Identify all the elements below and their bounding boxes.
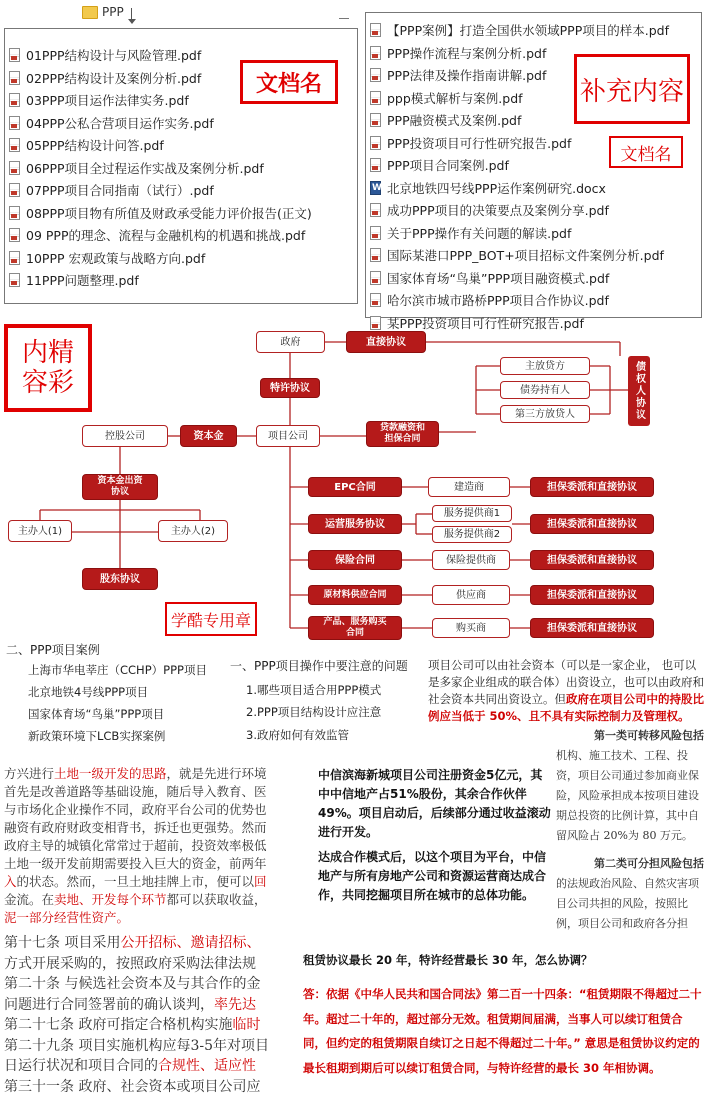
articles-block xyxy=(4,933,300,1103)
node-guarantee-1: 担保委派和直接协议 xyxy=(530,477,654,497)
issue-item: 1.哪些项目适合用PPP模式 xyxy=(246,683,382,697)
pdf-file-icon xyxy=(370,91,381,105)
pdf-file-icon xyxy=(9,116,20,130)
file-row[interactable] xyxy=(5,247,357,270)
pdf-file-icon xyxy=(9,228,20,242)
stamp-doc-name-1-text: 文档名 xyxy=(255,70,322,97)
pdf-file-icon xyxy=(9,71,20,85)
file-name: 国家体育场“鸟巢”PPP项目融资模式.pdf xyxy=(387,270,610,286)
pdf-file-icon xyxy=(370,136,381,150)
land-l8a: 金流。在 xyxy=(4,892,55,907)
a20: 第二十条 与候选社会资本及与其合作的金 xyxy=(4,976,261,992)
node-government: 政府 xyxy=(256,331,325,353)
node-insurer: 保险提供商 xyxy=(432,550,510,570)
file-name: PPP法律及操作指南讲解.pdf xyxy=(387,68,547,84)
pdf-file-icon xyxy=(370,158,381,172)
file-name: 04PPP公私合营项目运作实务.pdf xyxy=(26,115,214,131)
node-provider-1: 服务提供商1 xyxy=(432,505,512,522)
land-l7c: 回 xyxy=(254,874,267,889)
land-l7b: 的状态。然而，一旦土地挂牌上市，便可以 xyxy=(16,874,255,889)
pdf-file-icon xyxy=(370,226,381,240)
a17c: 方式开展采购的，按照政府采购法律法规 xyxy=(4,955,256,972)
risk-b1: 机构、施工技术、工程、投资，项目公司通过参加商业保险，风险承担成本按项目建设期总投资的比例计算，其中自留风险占 20%为 80 万元。 xyxy=(556,749,699,842)
stamp-study-note-text: 学酷专用章 xyxy=(170,610,251,630)
company-note-normal: 项目公司可以由社会资本（可以是一家企业， 也可以是多家企业组成的联合体）出资设立，也可以由政府和社会资本共同出资设立。但 xyxy=(428,658,704,706)
stamp-supplement-text: 补充内容 xyxy=(579,76,684,107)
node-creditor-agreement: 债权人协议 xyxy=(628,356,650,426)
node-guarantee-3: 担保委派和直接协议 xyxy=(530,550,654,570)
node-insurance: 保险合同 xyxy=(308,550,402,570)
risk-paragraph xyxy=(556,726,704,944)
node-ops: 运营服务协议 xyxy=(308,514,402,534)
node-third-lender: 第三方放贷人 xyxy=(500,405,590,423)
file-row[interactable] xyxy=(366,222,701,245)
node-guarantee-2: 担保委派和直接协议 xyxy=(530,514,654,534)
file-name: 09 PPP的理念、流程与金融机构的机遇和挑战.pdf xyxy=(26,228,306,244)
lease-question: 租赁协议最长 20 年，特许经营最长 30 年，怎么协调？ xyxy=(303,953,593,967)
land-l1c: ，就是先进行环境 xyxy=(166,766,267,781)
file-name: 07PPP项目合同指南（试行）.pdf xyxy=(26,183,214,199)
minimize-dash xyxy=(339,18,349,19)
pdf-file-icon xyxy=(370,113,381,127)
case-item: 新政策环境下LCB实探案例 xyxy=(28,729,166,743)
pdf-file-icon xyxy=(9,48,20,62)
file-name: 【PPP案例】打造全国供水领域PPP项目的样本.pdf xyxy=(387,23,669,39)
node-epc: EPC合同 xyxy=(308,477,402,497)
node-lender-main: 主放贷方 xyxy=(500,357,590,375)
file-row[interactable] xyxy=(5,202,357,225)
risk-b2: 的法规政治风险、自然灾害项目公司共担的风险，按照比例，项目公司和政府各分担 xyxy=(556,877,699,930)
file-name: 05PPP结构设计问答.pdf xyxy=(26,138,164,154)
file-name: 10PPP 宏观政策与战略方向.pdf xyxy=(26,250,206,266)
file-name: ppp模式解析与案例.pdf xyxy=(387,90,523,106)
file-name: 11PPP问题整理.pdf xyxy=(26,273,139,289)
node-product: 产品、服务购买 合同 xyxy=(308,616,402,640)
company-note xyxy=(428,657,704,725)
word-file-icon xyxy=(370,181,381,195)
company-note-highlight: 政府在项目公司中的持股比例应当低于 50%、且不具有实际控制力及管理权。 xyxy=(428,692,704,723)
land-l1b: 土地一级开发的思路 xyxy=(54,766,167,781)
a29: 第二十九条 项目实施机构应每3-5年对项目 xyxy=(4,1037,269,1054)
node-guarantee-5: 担保委派和直接协议 xyxy=(530,618,654,638)
file-name: PPP融资模式及案例.pdf xyxy=(387,113,522,129)
pdf-file-icon xyxy=(9,183,20,197)
file-name: 某PPP投资项目可行性研究报告.pdf xyxy=(387,315,584,331)
file-row[interactable] xyxy=(366,199,701,222)
node-capital-agreement: 资本金出资 协议 xyxy=(82,474,158,500)
file-name: 08PPP项目物有所值及财政承受能力评价报告(正文) xyxy=(26,205,312,221)
node-capital: 资本金 xyxy=(180,425,237,447)
file-name: 06PPP项目全过程运作实战及案例分析.pdf xyxy=(26,160,264,176)
folder-icon[interactable] xyxy=(82,6,98,19)
file-name: PPP操作流程与案例分析.pdf xyxy=(387,45,547,61)
issue-item: 3.政府如何有效监管 xyxy=(246,728,349,742)
node-sponsor-2: 主办人(2) xyxy=(158,520,228,542)
file-name: 成功PPP项目的决策要点及案例分享.pdf xyxy=(387,203,609,219)
case-item: 国家体育场“鸟巢”PPP项目 xyxy=(28,707,165,721)
land-l5: 政府主导的城镇化常常过于超前，投资效率极低 xyxy=(4,838,267,853)
node-provider-2: 服务提供商2 xyxy=(432,526,512,543)
file-row[interactable] xyxy=(366,267,701,290)
pdf-file-icon xyxy=(370,248,381,262)
file-row[interactable] xyxy=(5,134,357,157)
file-row[interactable] xyxy=(5,157,357,180)
case-item: 上海市华电莘庄（CCHP）PPP项目 xyxy=(28,663,207,677)
file-name: 国际某港口PPP_BOT+项目招标文件案例分析.pdf xyxy=(387,248,664,264)
node-concession: 特许协议 xyxy=(260,378,320,398)
a31: 第三十一条 政府、社会资本或项目公司应 xyxy=(4,1078,261,1095)
node-holding-company: 控股公司 xyxy=(82,425,168,447)
risk-t1: 第一类可转移风险包括 xyxy=(594,729,704,742)
file-name: 关于PPP操作有关问题的解读.pdf xyxy=(387,225,572,241)
node-loan: 贷款融资和 担保合同 xyxy=(366,421,439,447)
a17b: 公开招标、邀请招标、 xyxy=(120,935,261,951)
file-row[interactable] xyxy=(5,269,357,292)
a20c: 率先达 xyxy=(214,996,256,1013)
zhongxin-paragraph xyxy=(318,766,552,905)
folder-name[interactable]: PPP xyxy=(102,5,124,19)
node-material: 原材料供应合同 xyxy=(308,585,402,605)
issue-item: 2.PPP项目结构设计应注意 xyxy=(246,705,382,719)
file-row[interactable] xyxy=(5,224,357,247)
node-buyer: 购买商 xyxy=(432,618,510,638)
node-shareholder-agreement: 股东协议 xyxy=(82,568,158,590)
file-row[interactable] xyxy=(366,289,701,312)
land-l1a: 方兴进行 xyxy=(4,766,55,781)
node-builder: 建造商 xyxy=(428,477,510,497)
file-name: PPP投资项目可行性研究报告.pdf xyxy=(387,135,572,151)
land-l8b: 卖地、开发每个环节 xyxy=(54,892,167,907)
file-name: 01PPP结构设计与风险管理.pdf xyxy=(26,48,202,64)
land-l3: 与市场化企业操作不同，政府平台公司的优势也 xyxy=(4,802,267,817)
node-bond-holder: 债券持有人 xyxy=(500,381,590,399)
file-name: 03PPP项目运作法律实务.pdf xyxy=(26,93,189,109)
stamp-highlight-text: 内精 容彩 xyxy=(21,338,74,398)
lease-answer: 答：依据《中华人民共和国合同法》第二百一十四条：“租赁期限不得超过二十年。超过二十年的，超过部分无效。租赁期间届满，当事人可以续订租赁合同，但约定的租赁期限自续订之日起不得超过二十年。” 意思是租赁协议约定的最长租期到期后可以续订租赁合同，与特许经营的最长 30 年相协调。 xyxy=(303,987,702,1075)
file-name: PPP项目合同案例.pdf xyxy=(387,158,509,174)
node-guarantee-4: 担保委派和直接协议 xyxy=(530,585,654,605)
a29b: 日运行状况和项目合同的 xyxy=(4,1058,158,1074)
zhongxin-p1: 中信滨海新城项目公司注册资金5亿元，其中中信地产占51%股份，其余合作伙伴49%。项目启动后，后续部分通过收益滚动进行开发。 xyxy=(318,768,551,839)
file-row[interactable] xyxy=(5,179,357,202)
pdf-file-icon xyxy=(370,23,381,37)
pdf-file-icon xyxy=(370,46,381,60)
node-project-company: 项目公司 xyxy=(256,425,320,447)
stamp-doc-name-2-text: 文档名 xyxy=(620,144,672,165)
land-l4: 融资有政府财政变相背书，拆迁也更强势。然而 xyxy=(4,820,267,835)
zhongxin-p2: 达成合作模式后，以这个项目为平台，中信地产与所有房地产公司和资源运营商达成合作，共同挖掘项目所在城市的总体功能。 xyxy=(318,850,547,902)
node-supplier: 供应商 xyxy=(432,585,510,605)
file-row[interactable] xyxy=(366,244,701,267)
cases-title: 二、PPP项目案例 xyxy=(6,643,100,657)
file-name: 哈尔滨市城市路桥PPP项目合作协议.pdf xyxy=(387,293,609,309)
pdf-file-icon xyxy=(9,138,20,152)
a17a: 第十七条 项目采用 xyxy=(4,935,121,951)
land-paragraph xyxy=(4,765,312,927)
stamp-doc-name-2 xyxy=(609,136,683,168)
file-name: 02PPP结构设计及案例分析.pdf xyxy=(26,70,202,86)
node-direct-agreement: 直接协议 xyxy=(346,331,426,353)
land-l6: 土地一级开发前期需要投入巨大的资金，前两年 xyxy=(4,856,267,871)
stamp-doc-name-1 xyxy=(240,60,338,104)
node-sponsor-1: 主办人(1) xyxy=(8,520,72,542)
pdf-file-icon xyxy=(9,206,20,220)
a27a: 第二十七条 政府可指定合格机构实施 xyxy=(4,1017,233,1033)
issues-title: 一、PPP项目操作中要注意的问题 xyxy=(230,659,408,673)
land-l2: 首先是改善道路等基础设施，随后导入教育、医 xyxy=(4,784,267,799)
pdf-file-icon xyxy=(9,273,20,287)
a20b: 问题进行合同签署前的确认谈判， xyxy=(4,996,214,1013)
pdf-file-icon xyxy=(370,68,381,82)
file-row[interactable] xyxy=(5,112,357,135)
pdf-file-icon xyxy=(9,93,20,107)
file-row[interactable] xyxy=(366,177,701,200)
land-l8c: 都可以获取收益， xyxy=(166,892,267,907)
pdf-file-icon xyxy=(370,203,381,217)
a29c: 合规性、适应性 xyxy=(158,1058,256,1074)
file-name: 北京地铁四号线PPP运作案例研究.docx xyxy=(387,180,606,196)
a27b: 临时 xyxy=(232,1017,261,1033)
stamp-study-note xyxy=(165,602,257,636)
case-item: 北京地铁4号线PPP项目 xyxy=(28,685,149,699)
land-l7a: 入 xyxy=(4,874,17,889)
land-l9: 泥一部分经营性资产。 xyxy=(4,910,130,925)
pdf-file-icon xyxy=(9,161,20,175)
pdf-file-icon xyxy=(370,293,381,307)
pdf-file-icon xyxy=(370,271,381,285)
arrow-down-icon-head xyxy=(128,19,136,24)
stamp-supplement xyxy=(574,54,690,124)
file-row[interactable] xyxy=(366,19,701,42)
pdf-file-icon xyxy=(9,251,20,265)
risk-t2: 第二类可分担风险包括 xyxy=(594,857,704,870)
